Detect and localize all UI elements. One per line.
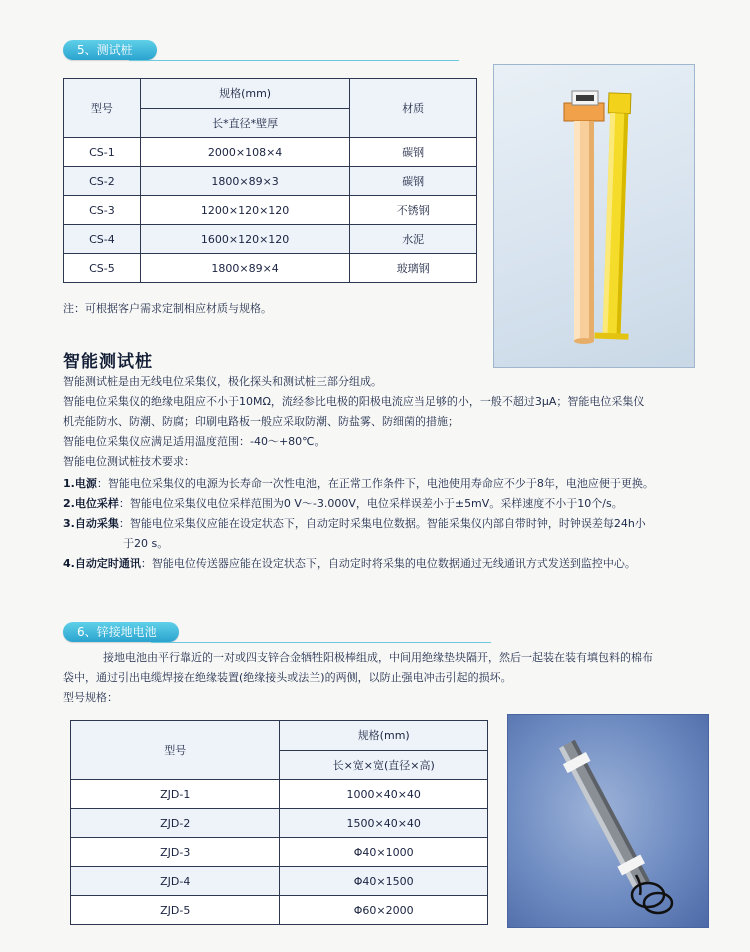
cell-spec: Φ60×2000: [280, 896, 488, 925]
cell-spec: 1500×40×40: [280, 809, 488, 838]
test-pile-note: 注：可根据客户需求定制相应材质与规格。: [63, 302, 272, 315]
table-row: [71, 896, 488, 925]
requirement-item: [63, 474, 723, 494]
smart-paragraph: 智能电位采集仪应满足适用温度范围：-40～+80℃。: [63, 435, 326, 448]
smart-paragraph: 机壳能防水、防潮、防腐；印刷电路板一般应采取防潮、防盐雾、防细菌的措施；: [63, 415, 459, 428]
cell-spec: 1000×40×40: [280, 780, 488, 809]
col-header-material: 材质: [350, 79, 477, 138]
table-row: [71, 809, 488, 838]
cell-model: ZJD-3: [71, 838, 280, 867]
smart-test-pile-heading: 智能测试桩: [63, 352, 153, 372]
table-row: [64, 254, 477, 283]
table-row: [64, 167, 477, 196]
cell-material: 水泥: [350, 225, 477, 254]
table-row: [71, 838, 488, 867]
section-5-tag: [63, 40, 157, 60]
smart-test-pile-body: [63, 372, 723, 574]
table-row: [71, 780, 488, 809]
section-6-title: 6、锌接地电池: [77, 625, 157, 639]
requirement-item: [63, 494, 723, 514]
cell-model: ZJD-2: [71, 809, 280, 838]
test-pile-illustration: [494, 65, 694, 367]
col-header-spec: 规格(mm): [280, 721, 488, 751]
cell-spec: Φ40×1000: [280, 838, 488, 867]
cell-material: 碳钢: [350, 138, 477, 167]
table-row: [64, 225, 477, 254]
requirement-item: [63, 514, 723, 534]
requirement-label: 3.自动采集: [63, 517, 119, 530]
grounding-cell-spec-table: [70, 720, 488, 925]
smart-paragraph: 智能电位采集仪的绝缘电阻应不小于10MΩ，流经参比电极的阳极电流应当足够的小，一般不超过3μA；智能电位采集仪: [63, 395, 645, 408]
grounding-cell-body: [63, 648, 723, 708]
cell-model: ZJD-1: [71, 780, 280, 809]
cell-spec: 1800×89×4: [140, 254, 350, 283]
col-header-model: 型号: [71, 721, 280, 780]
col-header-spec-sub: 长*直径*壁厚: [140, 108, 350, 138]
smart-paragraph: 智能电位测试桩技术要求：: [63, 455, 195, 468]
requirement-label: 1.电源: [63, 477, 97, 490]
section-6-tag: [63, 622, 179, 642]
requirement-label: 2.电位采样: [63, 497, 119, 510]
grounding-cell-illustration: [508, 715, 708, 927]
col-header-model: 型号: [64, 79, 141, 138]
cell-material: 不锈钢: [350, 196, 477, 225]
cell-material: 玻璃钢: [350, 254, 477, 283]
grounding-paragraph: 接地电池由平行靠近的一对或四支锌合金牺牲阳极棒组成，中间用绝缘垫块隔开，然后一起装在装有填包料的棉布: [103, 651, 653, 664]
cell-spec: Φ40×1500: [280, 867, 488, 896]
table-row: [64, 196, 477, 225]
requirement-item: [63, 554, 723, 574]
requirement-text: ：智能电位采集仪应能在设定状态下，自动定时采集电位数据。智能采集仪内部自带时钟，时钟误差每24h小: [118, 517, 646, 530]
grounding-cell-photo: [508, 715, 708, 927]
test-pile-spec-table: [63, 78, 477, 283]
requirement-continuation: 于20 s。: [123, 537, 169, 550]
table-row: [71, 867, 488, 896]
requirement-text: ：智能电位采集仪的电源为长寿命一次性电池，在正常工作条件下，电池使用寿命应不少于8年，电池应便于更换。: [96, 477, 654, 490]
cell-model: CS-3: [64, 196, 141, 225]
cell-spec: 1800×89×3: [140, 167, 350, 196]
section-6-divider: [151, 642, 491, 643]
cell-model: CS-1: [64, 138, 141, 167]
cell-spec: 2000×108×4: [140, 138, 350, 167]
table-row: [64, 138, 477, 167]
requirement-text: ：智能电位传送器应能在设定状态下，自动定时将采集的电位数据通过无线通讯方式发送到监控中心。: [140, 557, 636, 570]
model-spec-label: 型号规格：: [63, 691, 118, 704]
cell-model: CS-2: [64, 167, 141, 196]
col-header-spec-sub: 长×宽×宽(直径×高): [280, 750, 488, 780]
cell-spec: 1200×120×120: [140, 196, 350, 225]
section-5-title: 5、测试桩: [77, 43, 133, 57]
requirement-text: ：智能电位采集仪电位采样范围为0 V～-3.000V，电位采样误差小于±5mV。采样速度不小于10个/s。: [118, 497, 623, 510]
cell-model: CS-4: [64, 225, 141, 254]
smart-paragraph: 智能测试桩是由无线电位采集仪，极化探头和测试桩三部分组成。: [63, 375, 382, 388]
test-pile-photo: [494, 65, 694, 367]
cell-model: ZJD-5: [71, 896, 280, 925]
requirement-label: 4.自动定时通讯: [63, 557, 141, 570]
cell-spec: 1600×120×120: [140, 225, 350, 254]
col-header-spec: 规格(mm): [140, 79, 350, 109]
cell-model: ZJD-4: [71, 867, 280, 896]
grounding-paragraph: 袋中，通过引出电缆焊接在绝缘装置(绝缘接头或法兰)的两侧，以防止强电冲击引起的损坏。: [63, 671, 512, 684]
cell-model: CS-5: [64, 254, 141, 283]
section-5-divider: [129, 60, 459, 61]
cell-material: 碳钢: [350, 167, 477, 196]
